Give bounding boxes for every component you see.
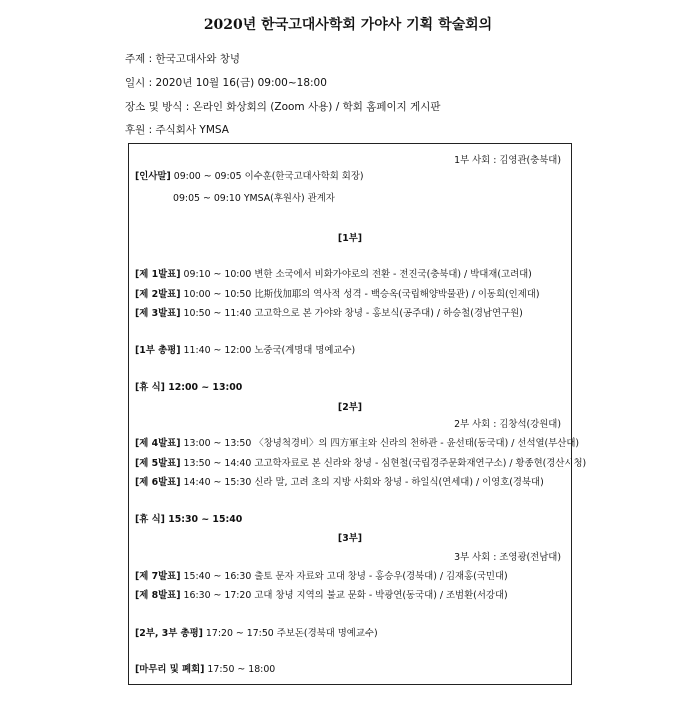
chair-part1: 1부 사회 : 김영관(충북대) xyxy=(454,155,561,166)
part23-review-tag: [2부, 3부 총평] xyxy=(135,628,203,639)
presentation-1-text: 09:10 ~ 10:00 변한 소국에서 비화가야로의 전환 - 전진국(충북대) / 박대재(고려대) xyxy=(183,269,532,280)
presentation-2-text: 10:00 ~ 10:50 比斯伐加耶의 역사적 성격 - 백승옥(국립해양박물관) / 이동희(인제대) xyxy=(183,289,540,300)
closing xyxy=(135,661,275,675)
presentation-3-text: 10:50 ~ 11:40 고고학으로 본 가야와 창녕 - 홍보식(공주대) / 하승철(경남연구원) xyxy=(183,308,523,319)
closing-text: 17:50 ~ 18:00 xyxy=(207,664,276,675)
presentation-7 xyxy=(135,568,508,582)
break-2: [휴 식] 15:30 ~ 15:40 xyxy=(135,514,243,525)
schedule-box xyxy=(128,143,587,685)
presentation-1-tag: [제 1발표] xyxy=(135,269,181,280)
closing-tag: [마무리 및 폐회] xyxy=(135,664,205,675)
greeting-row-2: 09:05 ~ 09:10 YMSA(후원사) 관계자 xyxy=(173,193,335,204)
presentation-2 xyxy=(135,286,540,300)
greeting-row xyxy=(135,168,364,182)
presentation-6-tag: [제 6발표] xyxy=(135,477,181,488)
presentation-7-text: 15:40 ~ 16:30 출토 문자 자료와 고대 창녕 - 홍승우(경북대) / 김재홍(국민대) xyxy=(183,571,508,582)
presentation-5-text: 13:50 ~ 14:40 고고학자료로 본 신라와 창녕 - 심현철(국립경주문화재연구소) / 황종현(경산시청) xyxy=(183,458,587,469)
part1-review xyxy=(135,342,355,356)
place-line: 장소 및 방식 : 온라인 화상회의 (Zoom 사용) / 학회 홈페이지 게시판 xyxy=(125,101,441,113)
date-line: 일시 : 2020년 10월 16(금) 09:00~18:00 xyxy=(125,77,327,89)
part1-review-text: 11:40 ~ 12:00 노중국(계명대 명예교수) xyxy=(183,345,356,356)
chair-part2: 2부 사회 : 김창석(강원대) xyxy=(454,419,561,430)
presentation-3 xyxy=(135,305,523,319)
part23-review-text: 17:20 ~ 17:50 주보돈(경북대 명예교수) xyxy=(205,628,378,639)
presentation-4-tag: [제 4발표] xyxy=(135,438,181,449)
part1-heading: [1부] xyxy=(337,233,363,244)
greeting-text: 09:00 ~ 09:05 이수훈(한국고대사학회 회장) xyxy=(173,171,364,182)
part3-heading: [3부] xyxy=(337,533,363,544)
part1-review-tag: [1부 총평] xyxy=(135,345,181,356)
presentation-4-text: 13:00 ~ 13:50 〈창녕척경비〉의 四方軍主와 신라의 천하관 - 윤선태(동국대) / 선석열(부산대) xyxy=(183,438,580,449)
presentation-8-text: 16:30 ~ 17:20 고대 창녕 지역의 불교 문화 - 박광연(동국대) / 조범환(서강대) xyxy=(183,590,508,601)
greeting-tag: [인사말] xyxy=(135,171,171,182)
presentation-4 xyxy=(135,435,579,449)
chair-part3: 3부 사회 : 조영광(전남대) xyxy=(454,552,561,563)
presentation-5 xyxy=(135,455,586,469)
break-1: [휴 식] 12:00 ~ 13:00 xyxy=(135,382,243,393)
presentation-7-tag: [제 7발표] xyxy=(135,571,181,582)
presentation-1 xyxy=(135,266,532,280)
presentation-8 xyxy=(135,587,508,601)
presentation-2-tag: [제 2발표] xyxy=(135,289,181,300)
page-title: 2020년 한국고대사학회 가야사 기획 학술회의 xyxy=(203,17,493,33)
presentation-3-tag: [제 3발표] xyxy=(135,308,181,319)
presentation-6-text: 14:40 ~ 15:30 신라 말, 고려 초의 지방 사회와 창녕 - 하일식(연세대) / 이영호(경북대) xyxy=(183,477,544,488)
sponsor-line: 후원 : 주식회사 YMSA xyxy=(125,124,229,136)
theme-line: 주제 : 한국고대사와 창녕 xyxy=(125,53,240,65)
presentation-5-tag: [제 5발표] xyxy=(135,458,181,469)
part2-heading: [2부] xyxy=(337,402,363,413)
presentation-6 xyxy=(135,474,544,488)
presentation-8-tag: [제 8발표] xyxy=(135,590,181,601)
part23-review xyxy=(135,625,378,639)
